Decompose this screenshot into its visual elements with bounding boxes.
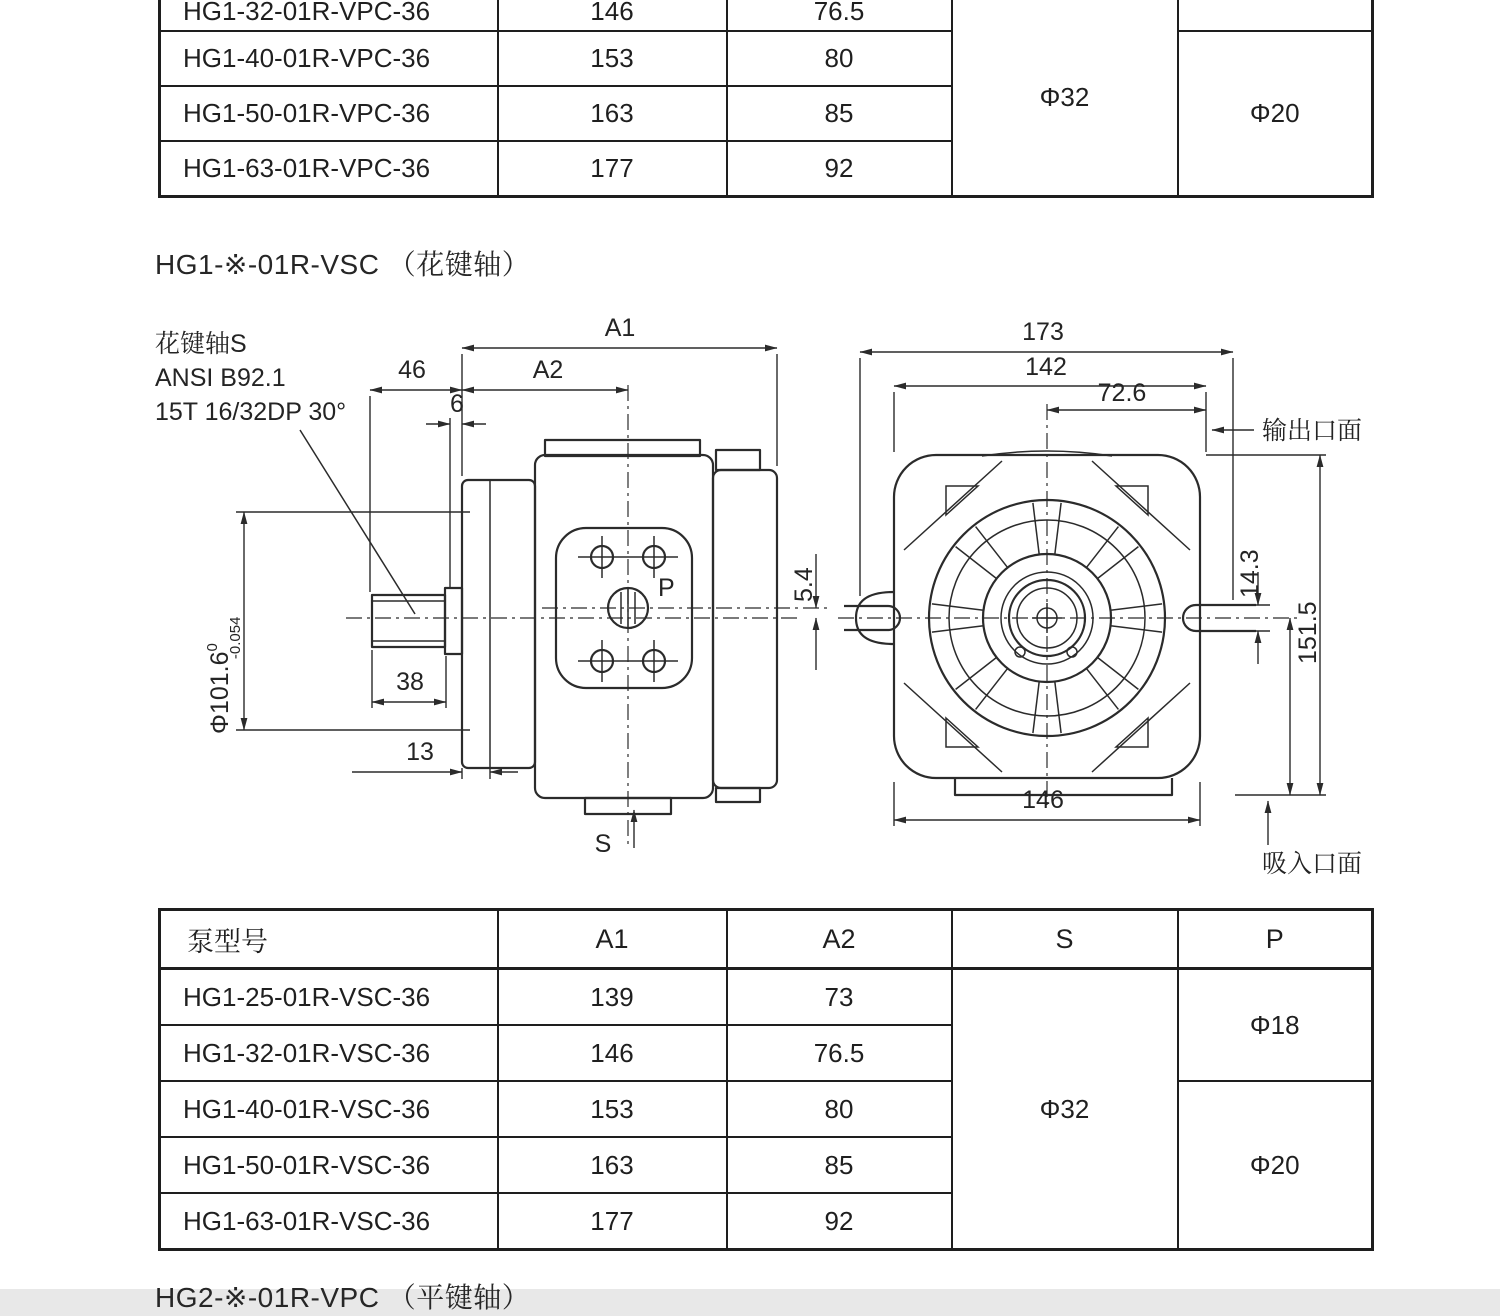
a2-cell: 85 <box>727 1137 952 1193</box>
model-cell: HG1-40-01R-VSC-36 <box>160 1081 498 1137</box>
a2-cell: 92 <box>727 141 952 197</box>
model-cell: HG1-50-01R-VPC-36 <box>160 86 498 141</box>
s-port-label: S <box>594 830 612 858</box>
section-title: HG1-※-01R-VSC （花键轴） <box>155 249 531 280</box>
a2-cell: 80 <box>727 1081 952 1137</box>
a1-cell: 146 <box>498 1025 727 1081</box>
header-model: 泵型号 <box>160 910 498 969</box>
p-port-cell-large: Φ20 <box>1178 1081 1373 1250</box>
a2-cell: 85 <box>727 86 952 141</box>
a2-cell: 80 <box>727 31 952 86</box>
model-cell: HG1-40-01R-VPC-36 <box>160 31 498 86</box>
dim-a2: A2 <box>532 356 564 384</box>
a1-cell: 146 <box>498 0 727 31</box>
dim-146: 146 <box>1022 786 1064 814</box>
dim-14-3: 14.3 <box>1236 549 1264 598</box>
header-s: S <box>952 910 1178 969</box>
a2-cell: 76.5 <box>727 1025 952 1081</box>
spline-note-line3: 15T 16/32DP 30° <box>155 398 347 426</box>
side-view-dimensions <box>155 314 818 858</box>
dim-38: 38 <box>396 668 424 696</box>
model-cell: HG1-63-01R-VSC-36 <box>160 1193 498 1250</box>
dim-6: 6 <box>450 390 464 418</box>
front-view <box>838 404 1298 808</box>
table-row <box>160 1081 1373 1137</box>
p-port-cell: Φ20 <box>1178 31 1373 197</box>
header-p: P <box>1178 910 1373 969</box>
front-flange <box>462 480 535 768</box>
p-port-cell-remnant <box>1178 0 1373 31</box>
model-cell: HG1-32-01R-VPC-36 <box>160 0 498 31</box>
vpc-dimension-table-clipped <box>158 0 1374 191</box>
table-row <box>160 31 1373 86</box>
leader-line <box>300 430 415 614</box>
a1-cell: 139 <box>498 969 727 1026</box>
table-header-row <box>160 910 1373 969</box>
a2-cell: 73 <box>727 969 952 1026</box>
outlet-face-label: 输出口面 <box>1262 417 1363 445</box>
model-cell: HG1-63-01R-VPC-36 <box>160 141 498 197</box>
p-port-cell-small: Φ18 <box>1178 969 1373 1082</box>
dim-5-4: 5.4 <box>790 567 818 602</box>
top-boss <box>545 440 700 456</box>
inlet-face-label: 吸入口面 <box>1262 850 1363 878</box>
spline-note-line1: 花键轴S <box>155 330 247 358</box>
header-a1: A1 <box>498 910 727 969</box>
rear-cover <box>713 470 777 788</box>
a1-cell: 153 <box>498 31 727 86</box>
table-row <box>160 0 1373 31</box>
a1-cell: 177 <box>498 1193 727 1250</box>
dim-a1: A1 <box>604 314 636 342</box>
table-row <box>160 969 1373 1026</box>
s-port-cell: Φ32 <box>952 0 1178 197</box>
dim-72-6: 72.6 <box>1097 379 1147 407</box>
a2-cell: 92 <box>727 1193 952 1250</box>
a1-cell: 153 <box>498 1081 727 1137</box>
dim-142: 142 <box>1025 353 1067 381</box>
dim-46: 46 <box>398 356 426 384</box>
a1-cell: 163 <box>498 1137 727 1193</box>
a1-cell: 163 <box>498 86 727 141</box>
a1-cell: 177 <box>498 141 727 197</box>
model-cell: HG1-50-01R-VSC-36 <box>160 1137 498 1193</box>
dim-151-5: 151.5 <box>1294 601 1322 664</box>
vsc-dimension-table <box>158 908 1374 1251</box>
p-port-label: P <box>658 574 675 602</box>
shaft-collar <box>445 588 462 654</box>
dim-13: 13 <box>406 738 434 766</box>
side-view <box>300 385 830 848</box>
spline-note-line2: ANSI B92.1 <box>155 364 286 392</box>
vpc-table <box>158 0 1374 198</box>
vsc-table <box>158 908 1374 1251</box>
header-a2: A2 <box>727 910 952 969</box>
s-port-cell: Φ32 <box>952 969 1178 1250</box>
next-section-title: HG2-※-01R-VPC （平键轴） <box>155 1282 531 1313</box>
dim-173: 173 <box>1022 318 1064 346</box>
dim-shaft-diameter: Φ101.6$^0$ -0.054 <box>204 616 244 734</box>
a2-cell: 76.5 <box>727 0 952 31</box>
pump-dimension-drawing <box>0 300 1500 900</box>
model-cell: HG1-32-01R-VSC-36 <box>160 1025 498 1081</box>
model-cell: HG1-25-01R-VSC-36 <box>160 969 498 1026</box>
